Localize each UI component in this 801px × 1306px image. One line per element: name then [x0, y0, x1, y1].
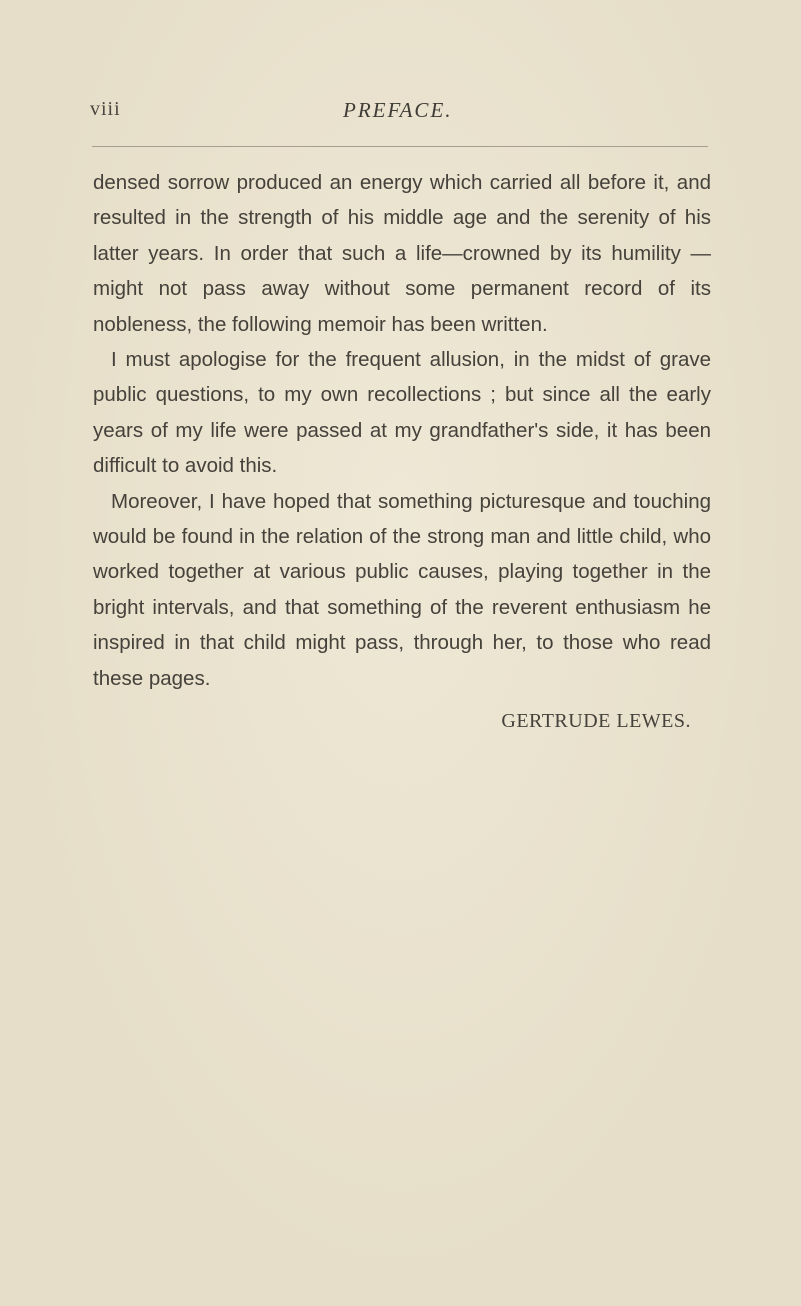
paragraph: Moreover, I have hoped that something picturesque and touching would be found in the relation of the strong man and little child, who worked together at various public causes, playing together in the bright intervals, and that something of the reverent enthusiasm he inspired in that child might pass, through her, to those who read these pages. [93, 489, 711, 690]
paragraph: densed sorrow produced an energy which carried all before it, and resulted in the strength of his middle age and the serenity of his latter years. In order that such a life—crowned by its humility —might not pass away without some permanent record of its nobleness, the following memoir has been written. [93, 171, 711, 336]
preface-body [93, 165, 711, 696]
running-head [90, 98, 710, 128]
header-rule [92, 146, 708, 147]
page-number: viii [90, 98, 121, 120]
paragraph: I must apologise for the frequent allusion, in the midst of grave public questions, to my own recollections ; but since all the early years of my life were passed at my grandfather's side, it has been difficult to avoid this. [93, 348, 711, 478]
running-title: PREFACE. [343, 98, 453, 122]
author-signature: GERTRUDE LEWES. [501, 710, 691, 732]
